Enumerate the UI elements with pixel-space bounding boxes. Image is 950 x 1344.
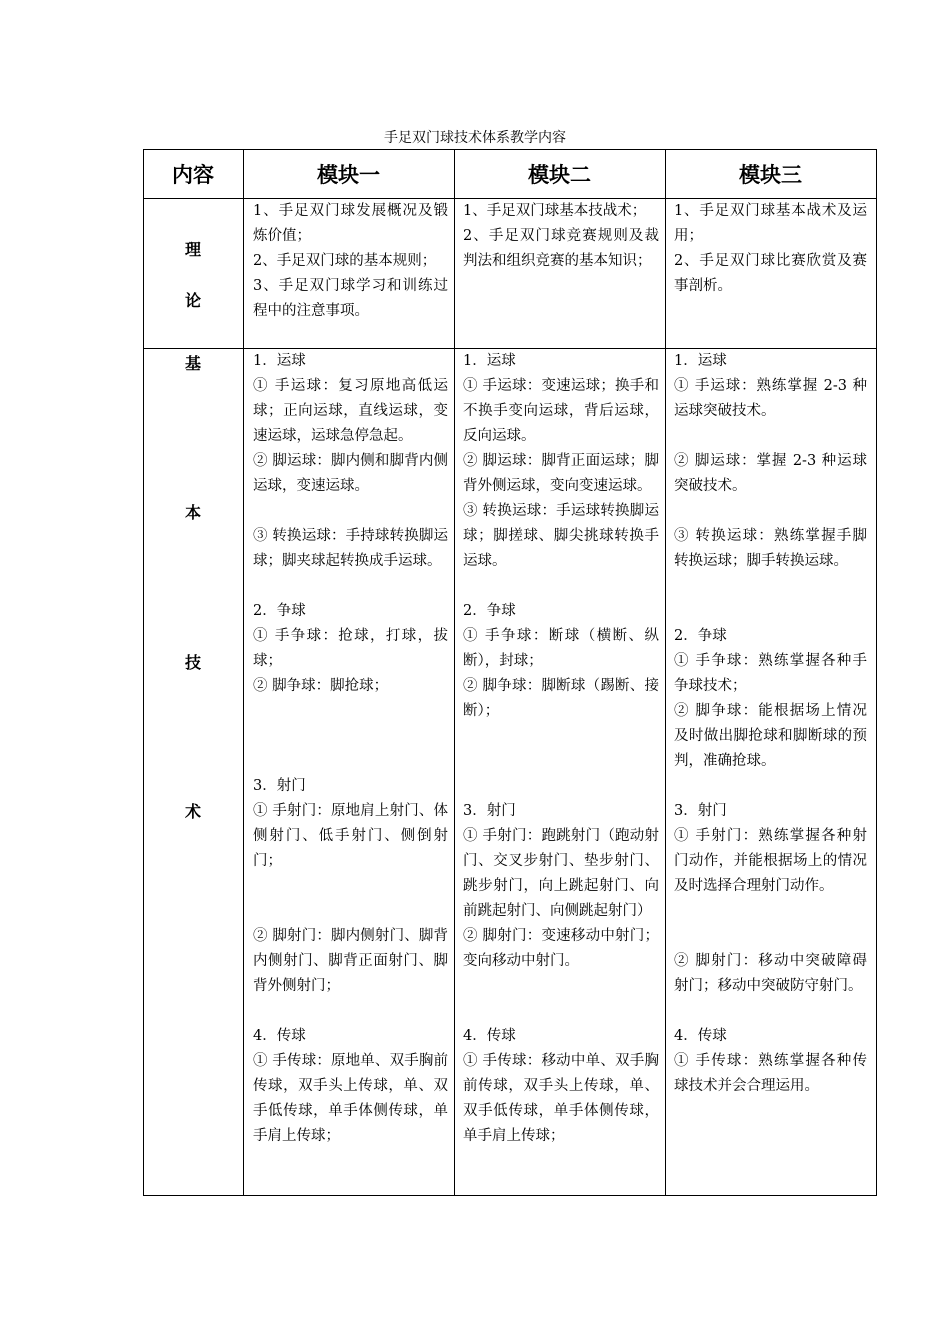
cell-line [674,424,867,449]
cell-line: ① 手争球：熟练掌握各种手争球技术； [674,653,867,694]
header-module-1: 模块一 [317,163,380,187]
cell-line [463,724,659,749]
cell-line: 1、手足双门球基本战术及运用； [674,203,867,244]
cell-line: 2．争球 [253,603,306,619]
cell-line: ① 手传球：移动中单、双手胸前传球，双手头上传球，单、双手低传球，单手体侧传球，单手肩上传球； [463,1053,659,1144]
technique-module-2-cell [463,349,659,1149]
technique-module-1-cell [253,349,448,1149]
cell-line [674,774,867,799]
cell-line: 4．传球 [463,1028,516,1044]
header-module-2: 模块二 [528,163,591,187]
header-module-3: 模块三 [739,163,802,187]
cell-line [253,999,448,1024]
cell-line: 3．射门 [674,803,727,819]
row-label-technique-char-3: 技 [184,653,201,672]
row-label-technique-char-4: 术 [184,802,201,821]
cell-line: ① 手射门：原地肩上射门、体侧射门、低手射门、侧倒射门； [253,803,448,869]
cell-line [674,599,867,624]
column-divider-1 [243,149,244,1196]
cell-line: 2．争球 [674,628,727,644]
cell-line [253,699,448,724]
row-label-theory-char-1: 理 [184,240,201,259]
cell-line [674,924,867,949]
column-divider-3 [665,149,666,1196]
theory-module-3-cell [674,199,867,299]
document-title: 手足双门球技术体系教学内容 [384,130,566,146]
technique-module-3-cell [674,349,867,1099]
cell-line: 3．射门 [253,778,306,794]
theory-module-1-cell [253,199,448,324]
cell-line: 3．射门 [463,803,516,819]
cell-line: 2．争球 [463,603,516,619]
cell-line: ① 手射门：熟练掌握各种射门动作，并能根据场上的情况及时选择合理射门动作。 [674,828,867,894]
cell-line [463,999,659,1024]
cell-line: ② 脚运球：脚内侧和脚背内侧运球，变速运球。 [253,453,448,494]
cell-line [253,499,448,524]
cell-line: ② 脚运球：脚背正面运球；脚背外侧运球，变向变速运球。 [463,453,659,494]
row-label-technique-char-2: 本 [184,503,201,522]
cell-line: ② 脚争球：脚断球（踢断、接断）； [463,678,659,719]
cell-line [253,749,448,774]
cell-line: ① 手运球：熟练掌握 2-3 种运球突破技术。 [674,378,867,419]
header-content: 内容 [172,163,214,187]
theory-module-2-cell [463,199,659,274]
cell-line: ① 手射门：跑跳射门（跑动射门、交叉步射门、垫步射门、跳步射门，向上跳起射门、向前跳起射门、向侧跳起射门） [463,828,659,919]
cell-line: ① 手传球：原地单、双手胸前传球，双手头上传球，单、双手低传球，单手体侧传球，单手肩上传球； [253,1053,448,1144]
cell-line: 1．运球 [463,353,516,369]
cell-line [253,899,448,924]
cell-line: ① 手运球：变速运球；换手和不换手变向运球，背后运球，反向运球。 [463,378,659,444]
cell-line [463,574,659,599]
cell-line: ① 手争球：抢球，打球，拔球； [253,628,448,669]
cell-line: ③ 转换运球：手运球转换脚运球；脚搓球、脚尖挑球转换手运球。 [463,503,659,569]
column-divider-2 [454,149,455,1196]
table-border-right [876,149,877,1196]
cell-line: ③ 转换运球：手持球转换脚运球；脚夹球起转换成手运球。 [253,528,448,569]
cell-line: ① 手运球：复习原地高低运球；正向运球，直线运球，变速运球，运球急停急起。 [253,378,448,444]
cell-line: 4．传球 [253,1028,306,1044]
cell-line [674,899,867,924]
cell-line: 2、手足双门球比赛欣赏及赛事剖析。 [674,253,867,294]
cell-line: 1、手足双门球基本技战术； [463,203,647,219]
cell-line [253,724,448,749]
cell-line: ② 脚运球：掌握 2-3 种运球突破技术。 [674,453,867,494]
cell-line: 1．运球 [674,353,727,369]
cell-line: ② 脚射门：变速移动中射门；变向移动中射门。 [463,928,659,969]
cell-line [674,574,867,599]
cell-line: ① 手争球：断球（横断、纵断），封球； [463,628,659,669]
cell-line: ① 手传球：熟练掌握各种传球技术并会合理运用。 [674,1053,867,1094]
cell-line: ③ 转换运球：熟练掌握手脚转换运球；脚手转换运球。 [674,528,867,569]
teaching-content-table [143,149,877,1196]
cell-line: 1、手足双门球发展概况及锻炼价值； [253,203,448,244]
cell-line: 4．传球 [674,1028,727,1044]
cell-line [674,499,867,524]
cell-line [463,749,659,774]
cell-line [253,874,448,899]
cell-line: 2、手足双门球的基本规则； [253,253,437,269]
cell-line [674,999,867,1024]
cell-line [463,974,659,999]
table-border-bottom [143,1195,877,1196]
row-label-theory-char-2: 论 [184,291,201,310]
cell-line: ② 脚射门：脚内侧射门、脚背内侧射门、脚背正面射门、脚背外侧射门； [253,928,448,994]
cell-line: ② 脚射门：移动中突破障碍射门；移动中突破防守射门。 [674,953,867,994]
cell-line: 3、手足双门球学习和训练过程中的注意事项。 [253,278,448,319]
cell-line [253,574,448,599]
cell-line: ② 脚争球：脚抢球； [253,678,389,694]
row-label-technique-char-1: 基 [184,354,201,373]
cell-line: 2、手足双门球竞赛规则及裁判法和组织竞赛的基本知识； [463,228,659,269]
cell-line [463,774,659,799]
cell-line: ② 脚争球：能根据场上情况及时做出脚抢球和脚断球的预判，准确抢球。 [674,703,867,769]
cell-line: 1．运球 [253,353,306,369]
